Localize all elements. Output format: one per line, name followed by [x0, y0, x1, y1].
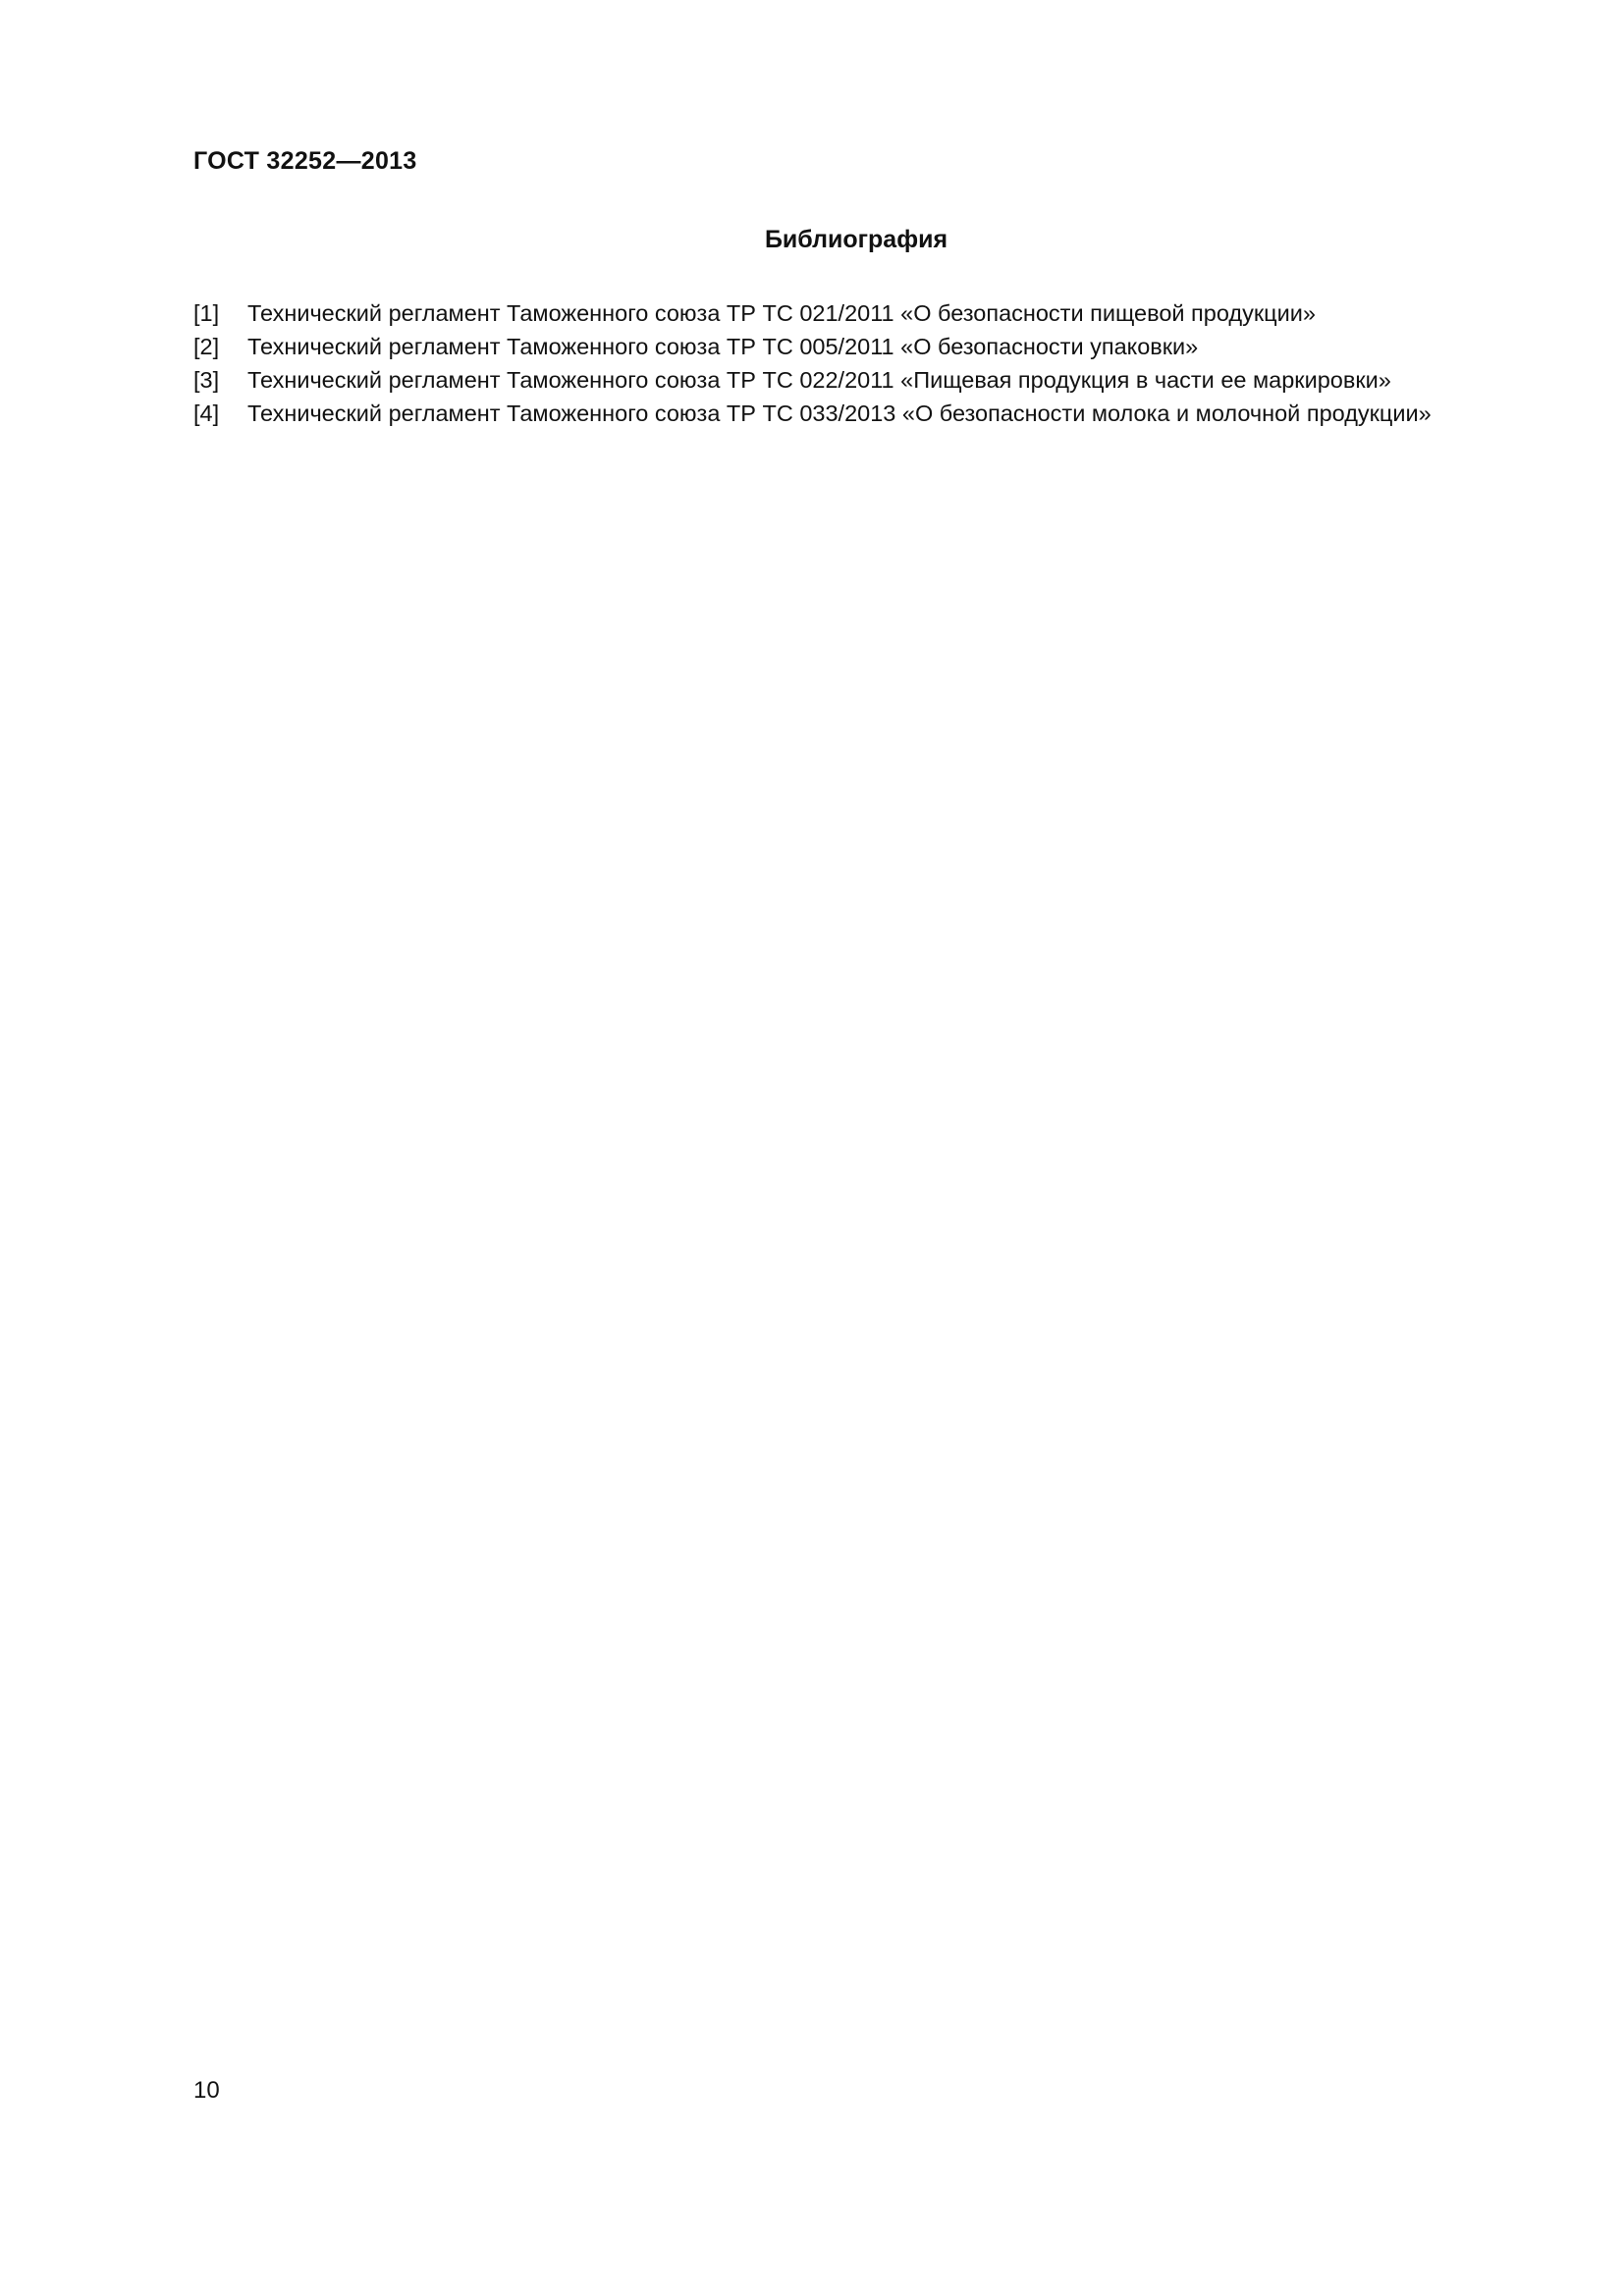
bibliography-item-text: Технический регламент Таможенного союза ТР ТС 005/2011 «О безопасности упаковки» [247, 334, 1199, 359]
bibliography-list [193, 296, 1432, 430]
standard-id-header: ГОСТ 32252—2013 [193, 147, 417, 175]
bibliography-item-number: [3] [193, 367, 220, 393]
bibliography-item-number: [4] [193, 400, 220, 426]
section-title: Библиография [764, 226, 948, 253]
bibliography-item-text: Технический регламент Таможенного союза ТР ТС 021/2011 «О безопасности пищевой продукции» [247, 300, 1316, 326]
page-number: 10 [193, 2077, 220, 2104]
bibliography-item-number: [1] [193, 300, 220, 326]
bibliography-item-text: Технический регламент Таможенного союза ТР ТС 033/2013 «О безопасности молока и молочной продукции» [247, 400, 1432, 426]
bibliography-item [193, 296, 1432, 330]
bibliography-item [193, 330, 1432, 363]
bibliography-item [193, 397, 1432, 430]
bibliography-item [193, 363, 1432, 397]
bibliography-item-text: Технический регламент Таможенного союза ТР ТС 022/2011 «Пищевая продукция в части ее маркировки» [247, 367, 1391, 393]
bibliography-item-number: [2] [193, 334, 220, 359]
